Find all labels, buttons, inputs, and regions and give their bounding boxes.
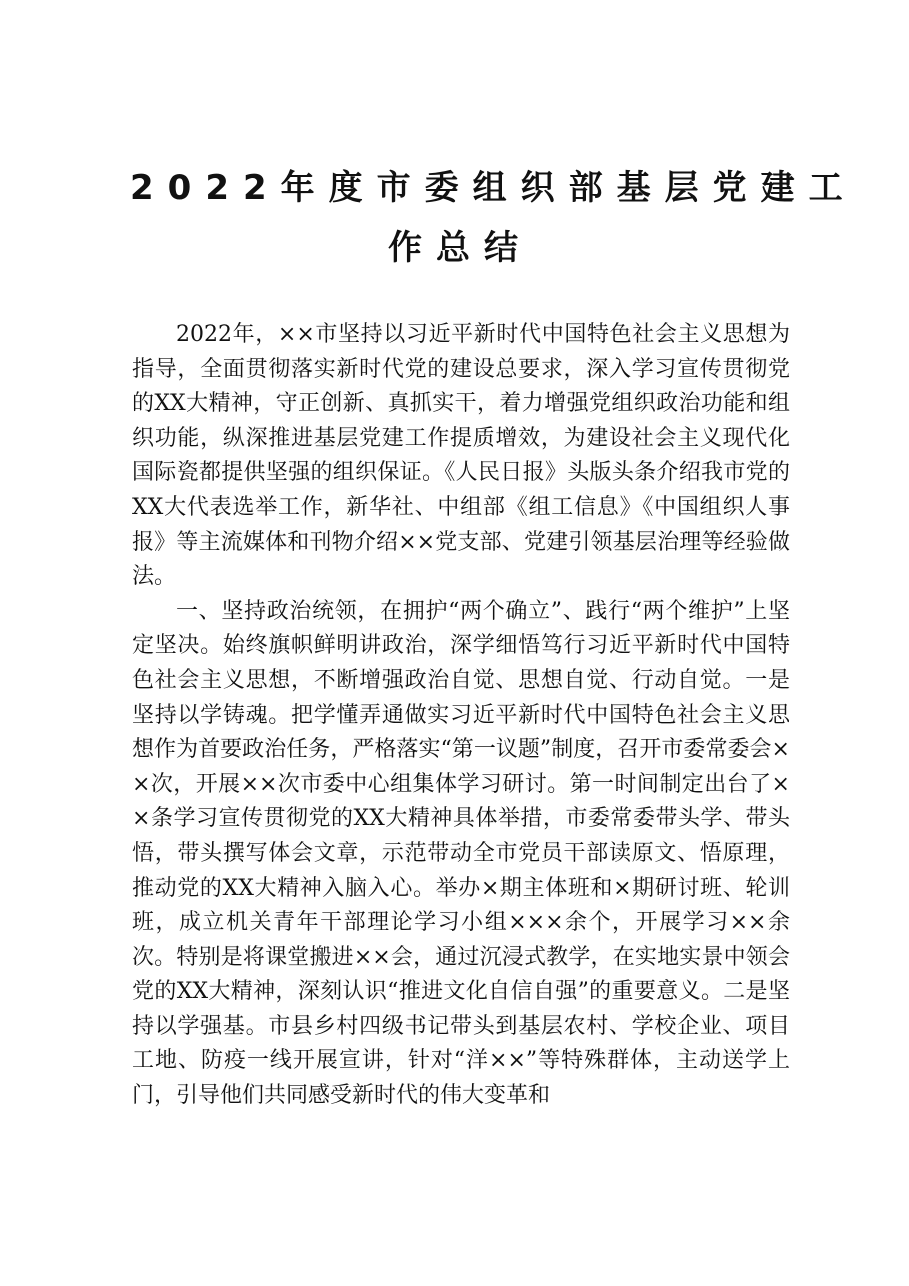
document-title-line-2: 作总结 <box>388 228 532 268</box>
document-body <box>132 318 790 1114</box>
paragraph-section-1: 一、坚持政治统领，在拥护“两个确立”、践行“两个维护”上坚定坚决。始终旗帜鲜明讲政治，深学细悟笃行习近平新时代中国特色社会主义思想，不断增强政治自觉、思想自觉、行动自觉。一是坚持以学铸魂。把学懂弄通做实习近平新时代中国特色社会主义思想作为首要政治任务，严格落实“第一议题”制度，召开市委常委会××次，开展××次市委中心组集体学习研讨。第一时间制定出台了××条学习宣传贯彻党的XX大精神具体举措，市委常委带头学、带头悟，带头撰写体会文章，示范带动全市党员干部读原文、悟原理，推动党的XX大精神入脑入心。举办×期主体班和×期研讨班、轮训班，成立机关青年干部理论学习小组×××余个，开展学习××余次。特别是将课堂搬进××会，通过沉浸式教学，在实地实景中领会党的XX大精神，深刻认识“推进文化自信自强”的重要意义。二是坚持以学强基。市县乡村四级书记带头到基层农村、学校企业、项目工地、防疫一线开展宣讲，针对“洋××”等特殊群体，主动送学上门，引导他们共同感受新时代的伟大变革和 <box>132 598 790 1109</box>
paragraph-intro: 2022年，××市坚持以习近平新时代中国特色社会主义思想为指导，全面贯彻落实新时代党的建设总要求，深入学习宣传贯彻党的XX大精神，守正创新、真抓实干，着力增强党组织政治功能和组织功能，纵深推进基层党建工作提质增效，为建设社会主义现代化国际瓷都提供坚强的组织保证。《人民日报》头版头条介绍我市党的XX大代表选举工作，新华社、中组部《组工信息》《中国组织人事报》等主流媒体和刊物介绍××党支部、党建引领基层治理等经验做法。 <box>132 322 790 590</box>
document-title-line-1: 2022年度市委组织部基层党建工 <box>130 168 857 208</box>
document-title <box>130 158 857 278</box>
